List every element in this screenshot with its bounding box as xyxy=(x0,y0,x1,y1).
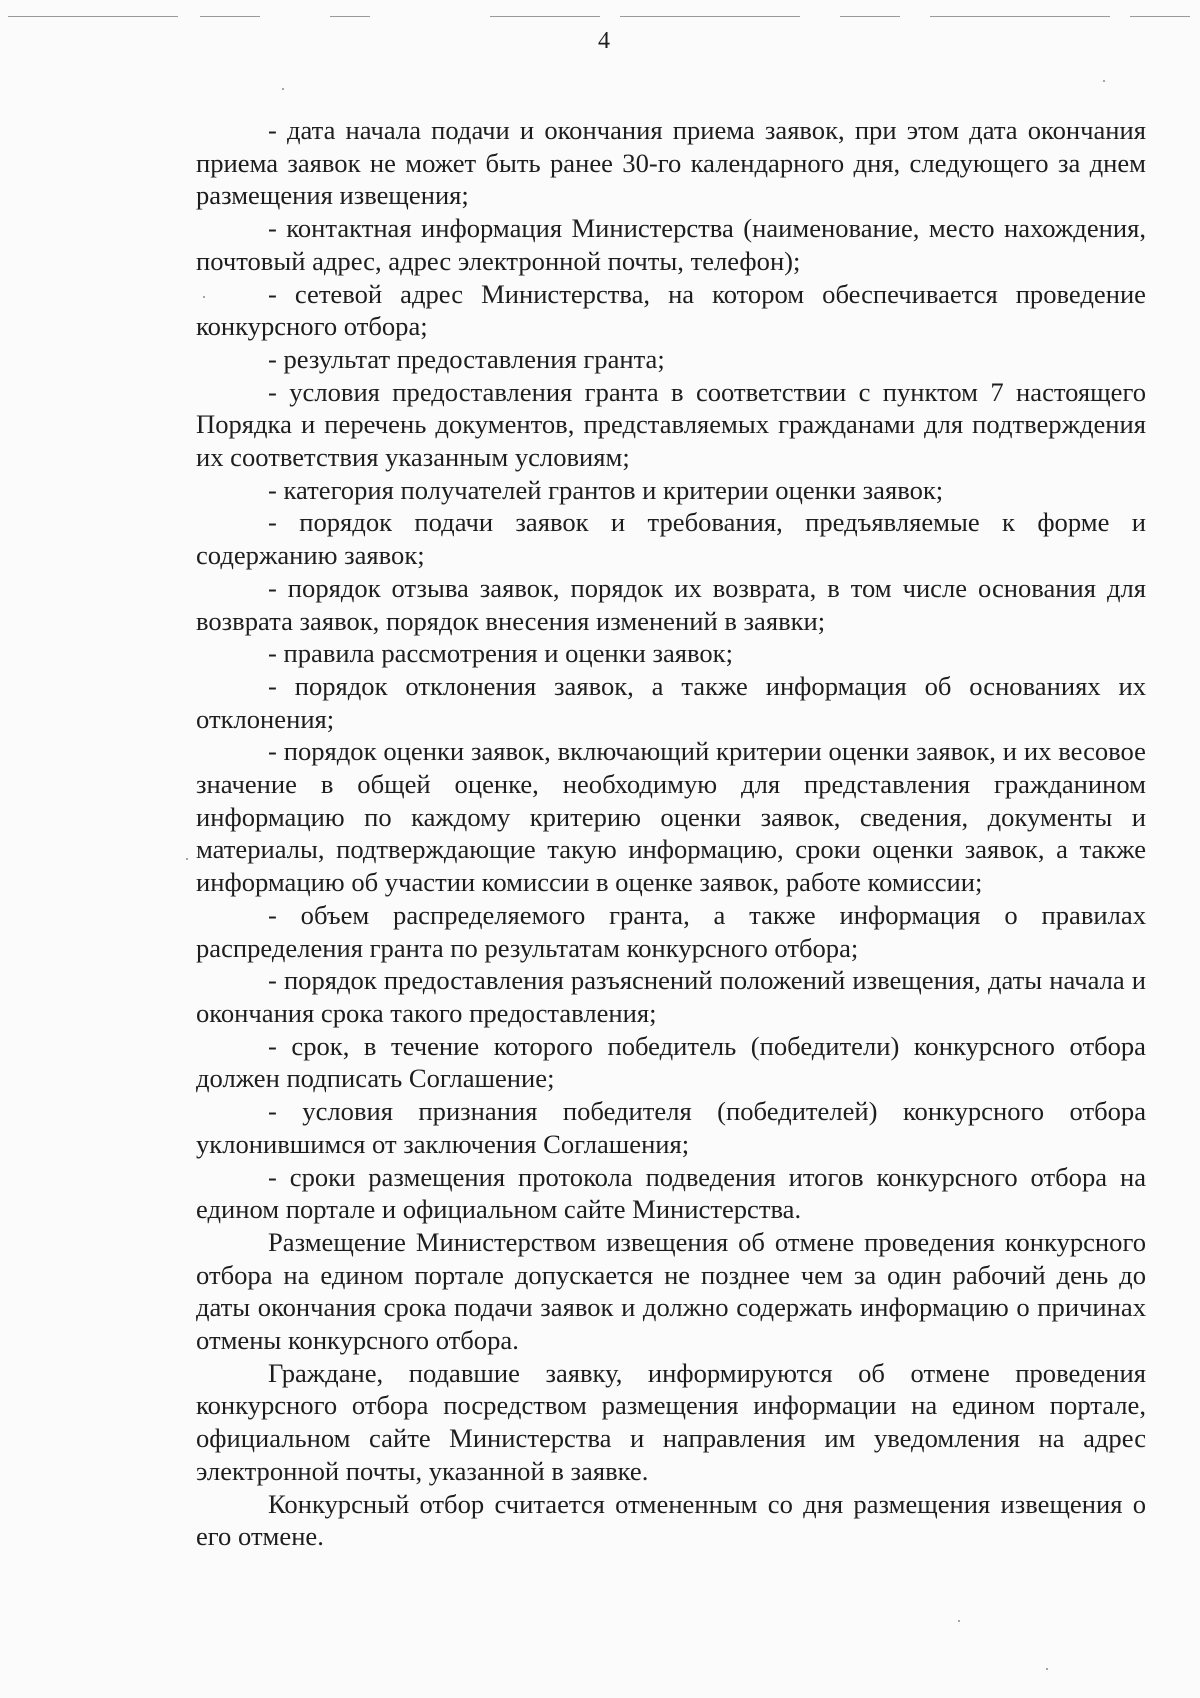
scan-speck xyxy=(203,296,205,298)
paragraph: - категория получателей грантов и критерии оценки заявок; xyxy=(268,474,944,505)
paragraph: - сетевой адрес Министерства, на котором обеспечивается проведение конкурсного отбора; xyxy=(196,278,1146,342)
paragraph: - порядок подачи заявок и требования, предъявляемые к форме и содержанию заявок; xyxy=(196,507,1146,571)
paragraph: Конкурсный отбор считается отмененным со дня размещения извещения о его отмене. xyxy=(196,1488,1146,1552)
paragraph: - результат предоставления гранта; xyxy=(268,343,665,374)
paragraph: - условия признания победителя (победителей) конкурсного отбора уклонившимся от заключения Соглашения; xyxy=(196,1096,1146,1159)
paragraph: - объем распределяемого гранта, а также информация о правилах распределения гранта по результатам конкурсного отбора; xyxy=(196,899,1146,963)
scan-speck xyxy=(1046,1668,1048,1670)
paragraph: - порядок предоставления разъяснений положений извещения, даты начала и окончания срока такого предоставления; xyxy=(196,965,1146,1028)
paragraph: - условия предоставления гранта в соответствии с пунктом 7 настоящего Порядка и перечень документов, представляемых гражданами для подтверждения их соответствия указанным условиям; xyxy=(196,376,1146,473)
scan-top-edge xyxy=(0,14,1200,20)
paragraph: - сроки размещения протокола подведения итогов конкурсного отбора на едином портале и официальном сайте Министерства. xyxy=(196,1161,1146,1225)
scan-speck xyxy=(1103,80,1105,82)
page-number: 4 xyxy=(598,28,610,54)
scan-speck xyxy=(282,88,284,90)
scan-speck xyxy=(958,1620,960,1622)
paragraph: Размещение Министерством извещения об отмене проведения конкурсного отбора на едином портале допускается не позднее чем за один рабочий день до даты окончания срока подачи заявок и должно содержать информацию о причинах отмены конкурсного отбора. xyxy=(196,1226,1146,1356)
paragraph: - срок, в течение которого победитель (победители) конкурсного отбора должен подписать Соглашение; xyxy=(196,1030,1146,1094)
scan-speck xyxy=(186,858,188,860)
paragraph: - порядок отклонения заявок, а также информация об основаниях их отклонения; xyxy=(196,670,1146,734)
paragraph: - порядок отзыва заявок, порядок их возврата, в том числе основания для возврата заявок, порядок внесения изменений в заявки; xyxy=(196,572,1146,636)
paragraph: - дата начала подачи и окончания приема заявок, при этом дата окончания приема заявок не может быть ранее 30-го календарного дня, следующего за днем размещения извещения; xyxy=(196,115,1146,211)
paragraph: Граждане, подавшие заявку, информируются об отмене проведения конкурсного отбора посредством размещения информации на едином портале, официальном сайте Министерства и направления им уведомления на адрес электронной почты, указанной в заявке. xyxy=(196,1357,1146,1486)
paragraph: - контактная информация Министерства (наименование, место нахождения, почтовый адрес, адрес электронной почты, телефон); xyxy=(196,213,1146,276)
paragraph: - правила рассмотрения и оценки заявок; xyxy=(268,638,733,669)
document-body xyxy=(196,114,1146,1553)
paragraph: - порядок оценки заявок, включающий критерии оценки заявок, и их весовое значение в общей оценке, необходимую для представления гражданином информацию по каждому критерию оценки заявок, сведения, документы и материалы, подтверждающие такую информацию, сроки оценки заявок, а также информацию об участии комиссии в оценке заявок, работе комиссии; xyxy=(196,736,1146,898)
